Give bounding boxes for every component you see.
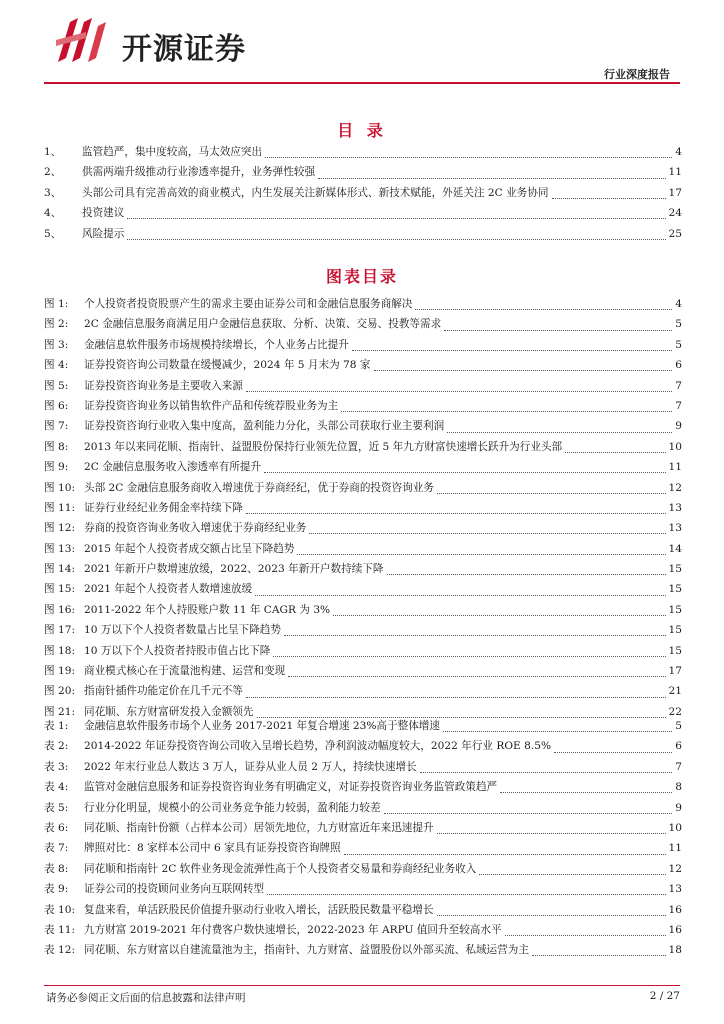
- entry-page-number: 7: [675, 760, 682, 773]
- brand-name: 开源证券: [122, 32, 246, 67]
- dot-leader: [554, 751, 672, 753]
- toc-entry[interactable]: [44, 759, 682, 779]
- toc-entry[interactable]: [44, 881, 682, 901]
- dot-leader: [127, 217, 665, 219]
- footer-divider: [44, 985, 680, 986]
- toc-entry[interactable]: [44, 820, 682, 840]
- toc-entry[interactable]: [44, 459, 682, 479]
- entry-title: 券商的投资咨询业务收入增速优于券商经纪业务: [84, 522, 307, 535]
- entry-title: 九方财富 2019-2021 年付费客户数快速增长，2022-2023 年 ARPU 值回升至较高水平: [84, 923, 502, 936]
- toc-entry[interactable]: [44, 800, 682, 820]
- toc-entry[interactable]: [44, 861, 682, 881]
- page-number: 2 / 27: [649, 990, 680, 1002]
- dot-leader: [255, 594, 665, 596]
- toc-entry[interactable]: [44, 520, 682, 540]
- entry-label: 3、: [44, 186, 62, 199]
- toc-entry[interactable]: [44, 144, 682, 164]
- entry-title: 2011-2022 年个人持股账户数 11 年 CAGR 为 3%: [84, 603, 331, 616]
- entry-title: 2021 年新开户数增速放缓，2022、2023 年新开户数持续下降: [84, 563, 384, 576]
- entry-page-number: 21: [668, 685, 682, 698]
- dot-leader: [532, 954, 666, 956]
- entry-page-number: 4: [675, 146, 682, 158]
- entry-label: 图 16:: [44, 603, 76, 616]
- entry-page-number: 8: [675, 781, 682, 794]
- entry-page-number: 14: [668, 542, 682, 555]
- dot-leader: [443, 730, 672, 732]
- dot-leader: [246, 390, 672, 392]
- entry-label: 图 10:: [44, 481, 76, 494]
- dot-leader: [505, 934, 666, 936]
- toc-entry[interactable]: [44, 480, 682, 500]
- entry-title: 监管趋严，集中度较高，马太效应突出: [82, 146, 263, 158]
- dot-leader: [444, 329, 672, 331]
- dot-leader: [264, 471, 665, 473]
- toc-list: [44, 144, 682, 246]
- entry-label: 表 1:: [44, 720, 69, 732]
- entry-label: 表 7:: [44, 842, 69, 855]
- dot-leader: [437, 832, 666, 834]
- entry-title: 证券行业经纪业务佣金率持续下降: [84, 501, 243, 514]
- entry-label: 表 2:: [44, 740, 69, 753]
- entry-title: 同花顺、指南针份额（占样本公司）居领先地位，九方财富近年来迅速提升: [84, 821, 434, 834]
- entry-label: 2、: [44, 166, 62, 179]
- dot-leader: [341, 410, 672, 412]
- entry-label: 图 11:: [44, 501, 76, 514]
- entry-page-number: 5: [675, 338, 682, 351]
- toc-entry[interactable]: [44, 226, 682, 246]
- entry-label: 图 12:: [44, 522, 76, 535]
- entry-label: 表 5:: [44, 801, 69, 814]
- dot-leader: [420, 771, 673, 773]
- footer-disclaimer: 请务必参阅正文后面的信息披露和法律声明: [46, 992, 246, 1004]
- entry-title: 头部公司具有完善高效的商业模式，内生发展关注新媒体形式、新技术赋能，外延关注 2C 业务协同: [82, 186, 549, 199]
- entry-page-number: 9: [675, 420, 682, 433]
- entry-label: 图 14:: [44, 563, 76, 576]
- dot-leader: [284, 634, 666, 636]
- entry-title: 2014-2022 年证券投资咨询公司收入呈增长趋势，净利润波动幅度较大，2022 年行业 ROE 8.5%: [84, 740, 552, 753]
- entry-label: 图 17:: [44, 624, 76, 637]
- entry-title: 监管对金融信息服务和证券投资咨询业务有明确定义，对证券投资咨询业务监管政策趋严: [84, 781, 498, 794]
- entry-page-number: 12: [668, 862, 682, 875]
- dot-leader: [479, 873, 665, 875]
- entry-title: 行业分化明显，规模小的公司业务竞争能力较弱，盈利能力较差: [84, 801, 381, 814]
- entry-page-number: 9: [675, 801, 682, 814]
- entry-page-number: 24: [668, 207, 682, 220]
- entry-page-number: 11: [668, 166, 682, 179]
- toc-entry[interactable]: [44, 541, 682, 561]
- entry-title: 同花顺、东方财富以自建流量池为主，指南针、九方财富、益盟股份以外部买流、私域运营为主: [84, 944, 529, 957]
- entry-page-number: 5: [675, 720, 682, 732]
- entry-page-number: 16: [668, 923, 682, 936]
- company-logo: [56, 18, 276, 70]
- dot-leader: [415, 308, 672, 310]
- entry-page-number: 15: [668, 644, 682, 657]
- entry-title: 10 万以下个人投资者持股市值占比下降: [84, 644, 271, 657]
- entry-label: 表 10:: [44, 903, 76, 916]
- toc-entry[interactable]: [44, 500, 682, 520]
- dot-leader: [267, 893, 665, 895]
- entry-page-number: 5: [675, 318, 682, 331]
- entry-page-number: 15: [668, 583, 682, 596]
- entry-label: 图 4:: [44, 359, 69, 372]
- toc-entry[interactable]: [44, 902, 682, 922]
- dot-leader: [374, 369, 673, 371]
- entry-label: 表 12:: [44, 944, 76, 957]
- toc-entry[interactable]: [44, 581, 682, 601]
- entry-title: 2C 金融信息服务商满足用户金融信息获取、分析、决策、交易、投教等需求: [84, 318, 442, 331]
- entry-title: 10 万以下个人投资者数量占比呈下降趋势: [84, 624, 281, 637]
- kaiyuan-logo-icon: [56, 18, 112, 70]
- entry-title: 2022 年末行业总人数达 3 万人，证券从业人员 2 万人，持续快速增长: [84, 760, 417, 773]
- dot-leader: [344, 853, 666, 855]
- dot-leader: [552, 197, 666, 199]
- entry-page-number: 7: [675, 399, 682, 412]
- entry-page-number: 10: [668, 821, 682, 834]
- toc-entry[interactable]: [44, 683, 682, 703]
- entry-title: 金融信息软件服务市场个人业务 2017-2021 年复合增速 23%高于整体增速: [84, 720, 440, 732]
- toc-entry[interactable]: [44, 561, 682, 581]
- table-index-list: [44, 718, 682, 963]
- entry-label: 图 15:: [44, 583, 76, 596]
- entry-page-number: 15: [668, 624, 682, 637]
- entry-label: 图 2:: [44, 318, 69, 331]
- entry-label: 图 5:: [44, 379, 69, 392]
- dot-leader: [246, 696, 666, 698]
- entry-page-number: 25: [668, 227, 682, 240]
- entry-title: 复盘来看，单活跃股民价值提升驱动行业收入增长，活跃股民数量平稳增长: [84, 903, 434, 916]
- toc-entry[interactable]: [44, 185, 682, 205]
- entry-label: 图 20:: [44, 685, 76, 698]
- dot-leader: [297, 553, 665, 555]
- toc-entry[interactable]: [44, 922, 682, 942]
- entry-title: 2C 金融信息服务收入渗透率有所提升: [84, 461, 262, 474]
- entry-title: 商业模式核心在于流量池构建、运营和变现: [84, 665, 286, 678]
- entry-label: 1、: [44, 146, 62, 158]
- entry-page-number: 6: [675, 740, 682, 753]
- entry-label: 表 9:: [44, 883, 69, 896]
- entry-label: 图 21:: [44, 705, 76, 718]
- entry-page-number: 11: [668, 461, 682, 474]
- entry-label: 图 9:: [44, 461, 69, 474]
- entry-page-number: 17: [668, 186, 682, 199]
- toc-entry[interactable]: [44, 316, 682, 336]
- toc-entry[interactable]: [44, 622, 682, 642]
- dot-leader: [447, 431, 672, 433]
- report-type-label: 行业深度报告: [604, 68, 670, 81]
- dot-leader: [352, 349, 672, 351]
- entry-title: 牌照对比：8 家样本公司中 6 家具有证券投资咨询牌照: [84, 842, 341, 855]
- entry-label: 表 3:: [44, 760, 69, 773]
- dot-leader: [437, 914, 666, 916]
- toc-entry[interactable]: [44, 738, 682, 758]
- entry-page-number: 11: [668, 842, 682, 855]
- entry-title: 同花顺和指南针 2C 软件业务现金流弹性高于个人投资者交易量和券商经纪业务收入: [84, 862, 477, 875]
- toc-entry[interactable]: [44, 718, 682, 738]
- entry-label: 图 19:: [44, 665, 76, 678]
- entry-label: 图 18:: [44, 644, 76, 657]
- entry-title: 证券公司的投资顾问业务向互联网转型: [84, 883, 265, 896]
- entry-title: 2013 年以来同花顺、指南针、益盟股份保持行业领先位置，近 5 年九方财富快速增长跃升为行业头部: [84, 440, 563, 453]
- entry-title: 2015 年起个人投资者成交额占比呈下降趋势: [84, 542, 295, 555]
- entry-label: 图 1:: [44, 298, 69, 310]
- entry-title: 个人投资者投资股票产生的需求主要由证券公司和金融信息服务商解决: [84, 298, 413, 310]
- entry-page-number: 10: [668, 440, 682, 453]
- entry-title: 指南针插件功能定价在几千元不等: [84, 685, 243, 698]
- figure-index-list: [44, 296, 682, 724]
- entry-page-number: 6: [675, 359, 682, 372]
- toc-entry[interactable]: [44, 337, 682, 357]
- dot-leader: [500, 791, 672, 793]
- entry-label: 4、: [44, 207, 62, 220]
- dot-leader: [318, 177, 665, 179]
- toc-entry[interactable]: [44, 439, 682, 459]
- entry-title: 证券投资咨询业务以销售软件产品和传统荐股业务为主: [84, 399, 339, 412]
- entry-title: 2021 年起个人投资者人数增速放缓: [84, 583, 253, 596]
- toc-entry[interactable]: [44, 779, 682, 799]
- toc-entry[interactable]: [44, 357, 682, 377]
- toc-title: 目 录: [337, 121, 387, 140]
- entry-page-number: 18: [668, 944, 682, 957]
- entry-title: 证券投资咨询业务是主要收入来源: [84, 379, 243, 392]
- entry-label: 表 6:: [44, 821, 69, 834]
- entry-page-number: 16: [668, 903, 682, 916]
- dot-leader: [333, 614, 665, 616]
- toc-entry[interactable]: [44, 205, 682, 225]
- figure-index-title: 图表目录: [325, 267, 398, 286]
- entry-page-number: 7: [675, 379, 682, 392]
- entry-title: 同花顺、东方财富研发投入金额领先: [84, 705, 254, 718]
- entry-label: 表 8:: [44, 862, 69, 875]
- dot-leader: [288, 675, 665, 677]
- toc-entry[interactable]: [44, 398, 682, 418]
- entry-label: 5、: [44, 227, 62, 240]
- entry-title: 投资建议: [82, 207, 125, 220]
- entry-page-number: 22: [668, 705, 682, 718]
- dot-leader: [384, 812, 673, 814]
- toc-entry[interactable]: [44, 378, 682, 398]
- toc-entry[interactable]: [44, 840, 682, 860]
- entry-label: 图 7:: [44, 420, 69, 433]
- toc-entry[interactable]: [44, 942, 682, 962]
- entry-title: 金融信息软件服务市场规模持续增长，个人业务占比提升: [84, 338, 349, 351]
- toc-entry[interactable]: [44, 643, 682, 663]
- entry-page-number: 15: [668, 563, 682, 576]
- toc-entry[interactable]: [44, 418, 682, 438]
- entry-label: 表 11:: [44, 923, 76, 936]
- dot-leader: [273, 655, 665, 657]
- dot-leader: [127, 238, 665, 240]
- entry-title: 风险提示: [82, 227, 125, 240]
- entry-title: 供需两端升级推动行业渗透率提升，业务弹性较强: [82, 166, 316, 179]
- entry-page-number: 4: [675, 298, 682, 310]
- toc-entry[interactable]: [44, 602, 682, 622]
- entry-title: 头部 2C 金融信息服务商收入增速优于券商经纪，优于券商的投资咨询业务: [84, 481, 434, 494]
- dot-leader: [387, 573, 666, 575]
- entry-title: 证券投资咨询公司数量在缓慢减少，2024 年 5 月末为 78 家: [84, 359, 371, 372]
- dot-leader: [437, 492, 666, 494]
- entry-page-number: 13: [668, 501, 682, 514]
- dot-leader: [265, 156, 672, 158]
- toc-entry[interactable]: [44, 663, 682, 683]
- toc-entry[interactable]: [44, 296, 682, 316]
- dot-leader: [246, 512, 666, 514]
- dot-leader: [565, 451, 665, 453]
- entry-page-number: 15: [668, 603, 682, 616]
- entry-label: 图 3:: [44, 338, 69, 351]
- entry-label: 图 6:: [44, 399, 69, 412]
- toc-entry[interactable]: [44, 164, 682, 184]
- entry-page-number: 17: [668, 665, 682, 678]
- entry-label: 图 13:: [44, 542, 76, 555]
- entry-label: 表 4:: [44, 781, 69, 794]
- dot-leader: [309, 532, 665, 534]
- entry-page-number: 13: [668, 522, 682, 535]
- entry-label: 图 8:: [44, 440, 69, 453]
- entry-page-number: 12: [668, 481, 682, 494]
- header-divider: [44, 82, 680, 84]
- entry-page-number: 13: [668, 883, 682, 896]
- entry-title: 证券投资咨询行业收入集中度高，盈利能力分化，头部公司获取行业主要利润: [84, 420, 445, 433]
